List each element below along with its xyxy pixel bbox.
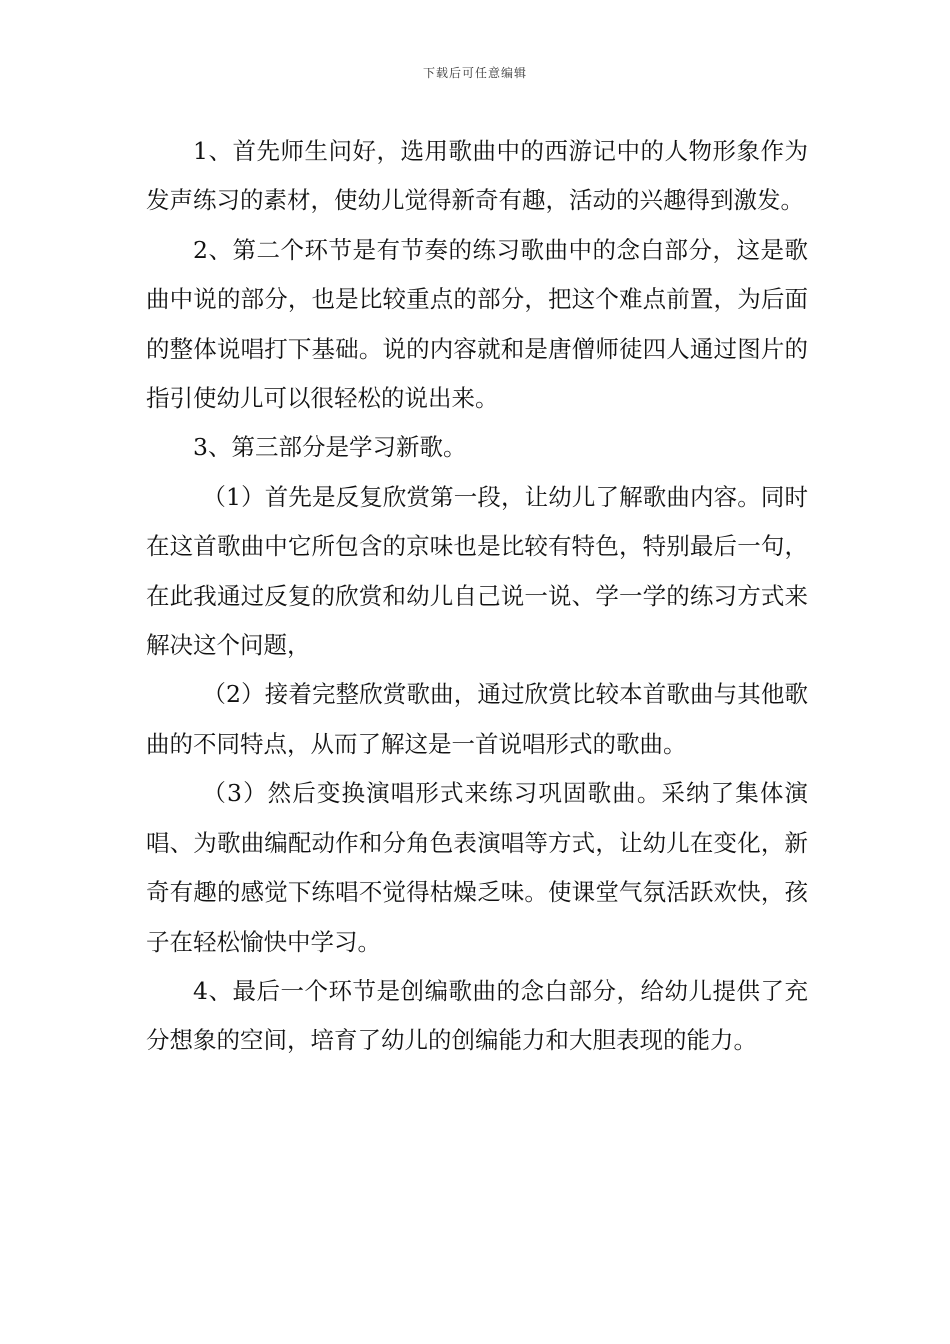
paragraph-3: 3、第三部分是学习新歌。 [193,433,467,462]
paragraph-3-2: （2）接着完整欣赏歌曲，通过欣赏比较本首歌曲与其他歌曲的不同特点，从而了解这是一首说唱形式的歌曲。 [146,680,808,758]
paragraph-1: 1、首先师生问好，选用歌曲中的西游记中的人物形象作为发声练习的素材，使幼儿觉得新奇有趣，活动的兴趣得到激发。 [146,137,808,215]
paragraph-2: 2、第二个环节是有节奏的练习歌曲中的念白部分，这是歌曲中说的部分，也是比较重点的部分，把这个难点前置，为后面的整体说唱打下基础。说的内容就和是唐僧师徒四人通过图片的指引使幼儿可以很轻松的说出来。 [146,235,808,413]
paragraph-3-1: （1）首先是反复欣赏第一段，让幼儿了解歌曲内容。同时在这首歌曲中它所包含的京味也是比较有特色，特别最后一句，在此我通过反复的欣赏和幼儿自己说一说、学一学的练习方式来解决这个问题， [146,482,808,660]
page-header: 下载后可任意编辑 [422,66,527,80]
document-body [146,127,808,1066]
paragraph-4: 4、最后一个环节是创编歌曲的念白部分，给幼儿提供了充分想象的空间，培育了幼儿的创编能力和大胆表现的能力。 [146,976,808,1055]
paragraph-3-3: （3）然后变换演唱形式来练习巩固歌曲。采纳了集体演唱、为歌曲编配动作和分角色表演唱等方式，让幼儿在变化，新奇有趣的感觉下练唱不觉得枯燥乏味。使课堂气氛活跃欢快，孩子在轻松愉快中学习。 [146,779,808,956]
